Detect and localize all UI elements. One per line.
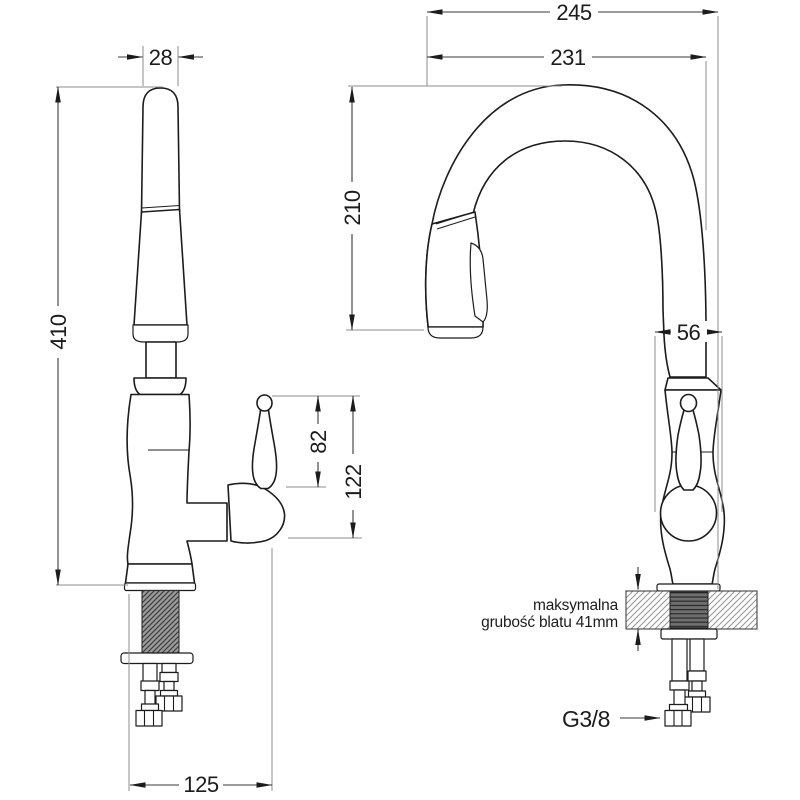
side-body	[127, 395, 227, 565]
side-neck	[146, 342, 176, 378]
dim-label-body-width: 56	[676, 320, 701, 345]
front-base-plate	[657, 584, 720, 591]
front-threaded-stem	[670, 592, 708, 628]
dim-label-overall-width: 245	[556, 0, 592, 25]
annotation-counter-thickness	[481, 567, 638, 651]
side-spray-head	[134, 210, 187, 326]
faucet-side-view	[121, 88, 285, 726]
front-handle-knob	[681, 395, 697, 412]
side-supply-hoses	[136, 664, 182, 727]
dim-label-spout-reach: 231	[550, 45, 586, 70]
dim-label-total-height: 410	[46, 314, 71, 350]
front-body-medallion	[661, 485, 717, 541]
front-body-cap	[665, 378, 721, 390]
front-spout-inner-edge	[473, 141, 670, 377]
side-handle-knob	[257, 395, 272, 411]
front-head-bottom-cap	[428, 327, 483, 338]
side-spout-tube	[142, 88, 180, 213]
side-spray-head-cap	[133, 325, 188, 342]
side-collar	[134, 378, 186, 395]
side-mounting-flange	[121, 653, 193, 664]
counter-note-line2: grubość blatu 41mm	[481, 614, 618, 631]
side-base-plate	[125, 583, 196, 591]
side-base-flare	[126, 564, 195, 583]
connection-thread-label: G3/8	[562, 706, 610, 732]
front-supply-hoses	[665, 639, 710, 726]
annotation-connection-thread	[562, 706, 660, 732]
dimension-spout-outlet-drop	[288, 396, 366, 538]
dim-label-spout-outlet-drop: 122	[341, 464, 366, 500]
dimension-spout-height	[340, 87, 424, 330]
dimension-spout-width	[118, 45, 203, 86]
counter-note-line1: maksymalna	[533, 597, 618, 614]
dim-label-handle-height: 82	[306, 430, 331, 454]
dim-label-spout-height: 210	[340, 190, 365, 226]
side-threaded-stem	[142, 591, 179, 654]
side-spout-holder	[228, 483, 285, 543]
dim-label-base-depth: 125	[183, 772, 219, 797]
front-locking-nut	[661, 629, 717, 639]
dim-label-spout-width: 28	[148, 45, 173, 70]
side-handle-lever	[252, 410, 276, 489]
